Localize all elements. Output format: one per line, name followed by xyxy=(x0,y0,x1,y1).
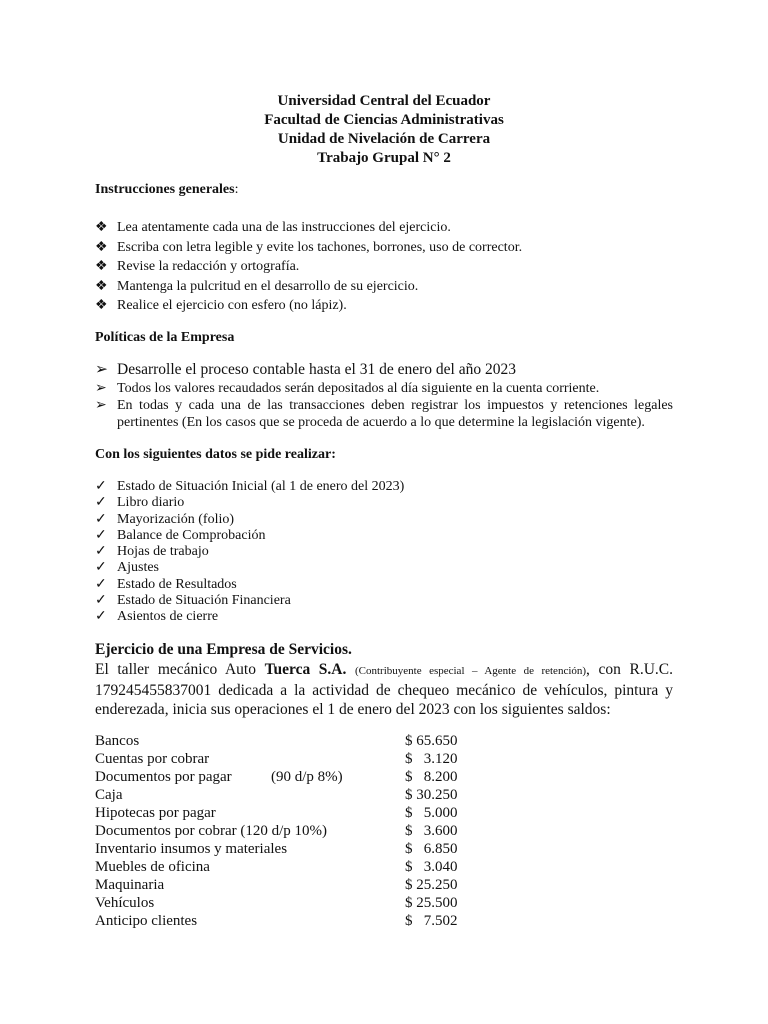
list-item: ➢ Todos los valores recaudados serán depositados al día siguiente en la cuenta corriente. xyxy=(95,381,600,396)
list-item: ➢ Desarrolle el proceso contable hasta el 31 de enero del año 2023 xyxy=(95,361,516,378)
exercise-title: Ejercicio de una Empresa de Servicios. xyxy=(95,641,352,658)
arrow-bullet-icon: ➢ xyxy=(95,381,107,396)
list-item: ✓ Hojas de trabajo xyxy=(95,544,209,560)
exercise-description: El taller mecánico Auto Tuerca S.A. (Contribuyente especial – Agente de retención), con R.U.C. 179245455837001 dedicada a la actividad de chequeo mecánico de vehículos, pintura y enderezada, inicia sus operaciones el 1 de enero del 2023 con los siguientes saldos: xyxy=(95,661,674,718)
list-item: ✓ Ajustes xyxy=(95,560,159,576)
check-bullet-icon: ✓ xyxy=(95,609,107,625)
company-name: Tuerca S.A. xyxy=(264,661,347,678)
arrow-bullet-icon: ➢ xyxy=(95,398,107,413)
arrow-bullet-icon: ➢ xyxy=(95,361,108,378)
list-item: ✓ Balance de Comprobación xyxy=(95,527,266,543)
list-item: ✓ Estado de Resultados xyxy=(95,576,237,592)
table-row: Vehículos $ 25.500 xyxy=(95,895,458,911)
table-row: Muebles de oficina $ 3.040 xyxy=(95,859,458,875)
list-item: ➢ En todas y cada una de las transacciones deben registrar los impuestos y retenciones legales pertinentes (En los casos que se proceda de acuerdo a lo que determine la legislación vigente). xyxy=(95,398,673,430)
instructions-heading: Instrucciones generales xyxy=(95,182,235,197)
diamond-bullet-icon: ❖ xyxy=(95,259,108,274)
instructions-list xyxy=(95,219,673,317)
diamond-bullet-icon: ❖ xyxy=(95,220,108,235)
list-item: ❖ Escriba con letra legible y evite los tachones, borrones, uso de corrector. xyxy=(95,239,523,255)
list-item: ❖ Lea atentamente cada una de las instrucciones del ejercicio. xyxy=(95,220,451,235)
table-row: Anticipo clientes $ 7.502 xyxy=(95,913,458,929)
check-bullet-icon: ✓ xyxy=(95,576,107,592)
faculty-name: Facultad de Ciencias Administrativas xyxy=(264,112,504,128)
diamond-bullet-icon: ❖ xyxy=(95,278,108,294)
list-item: ✓ Estado de Situación Financiera xyxy=(95,593,291,609)
diamond-bullet-icon: ❖ xyxy=(95,239,108,255)
table-row: Documentos por pagar (90 d/p 8%) $ 8.200 xyxy=(95,769,458,785)
list-item: ✓ Estado de Situación Inicial (al 1 de enero del 2023) xyxy=(95,479,405,494)
table-row: Documentos por cobrar (120 d/p 10%) $ 3.600 xyxy=(95,823,458,839)
check-bullet-icon: ✓ xyxy=(95,560,107,576)
list-item: ❖ Mantenga la pulcritud en el desarrollo de su ejercicio. xyxy=(95,278,419,294)
taxpayer-note: (Contribuyente especial – Agente de retención) xyxy=(355,665,587,677)
list-item: ❖ Realice el ejercicio con esfero (no lápiz). xyxy=(95,298,347,313)
table-row: Inventario insumos y materiales $ 6.850 xyxy=(95,841,458,857)
list-item: ✓ Mayorización (folio) xyxy=(95,511,235,527)
table-row: Caja $ 30.250 xyxy=(95,787,458,803)
tasks-title: Con los siguientes datos se pide realizar: xyxy=(95,447,336,462)
instructions-title xyxy=(95,181,673,198)
list-item: ❖ Revise la redacción y ortografía. xyxy=(95,259,300,274)
opening-balances xyxy=(95,732,515,930)
check-bullet-icon: ✓ xyxy=(95,527,107,543)
table-row: Hipotecas por pagar $ 5.000 xyxy=(95,805,458,821)
policies-title: Políticas de la Empresa xyxy=(95,330,235,345)
check-bullet-icon: ✓ xyxy=(95,544,107,560)
assignment-title: Trabajo Grupal N° 2 xyxy=(317,150,451,166)
check-bullet-icon: ✓ xyxy=(95,593,107,609)
table-row: Maquinaria $ 25.250 xyxy=(95,877,458,893)
check-bullet-icon: ✓ xyxy=(95,479,107,494)
table-row: Cuentas por cobrar $ 3.120 xyxy=(95,751,458,767)
check-bullet-icon: ✓ xyxy=(95,495,107,511)
instructions-colon: : xyxy=(234,182,239,197)
tasks-list xyxy=(95,478,673,625)
unit-name: Unidad de Nivelación de Carrera xyxy=(277,131,491,147)
list-item: ✓ Asientos de cierre xyxy=(95,609,219,625)
university-name: Universidad Central del Ecuador xyxy=(277,93,491,109)
list-item: ✓ Libro diario xyxy=(95,495,185,511)
check-bullet-icon: ✓ xyxy=(95,511,107,527)
table-row: Bancos $ 65.650 xyxy=(95,733,458,749)
diamond-bullet-icon: ❖ xyxy=(95,298,108,313)
policies-list xyxy=(95,360,673,431)
document-header xyxy=(0,92,768,168)
